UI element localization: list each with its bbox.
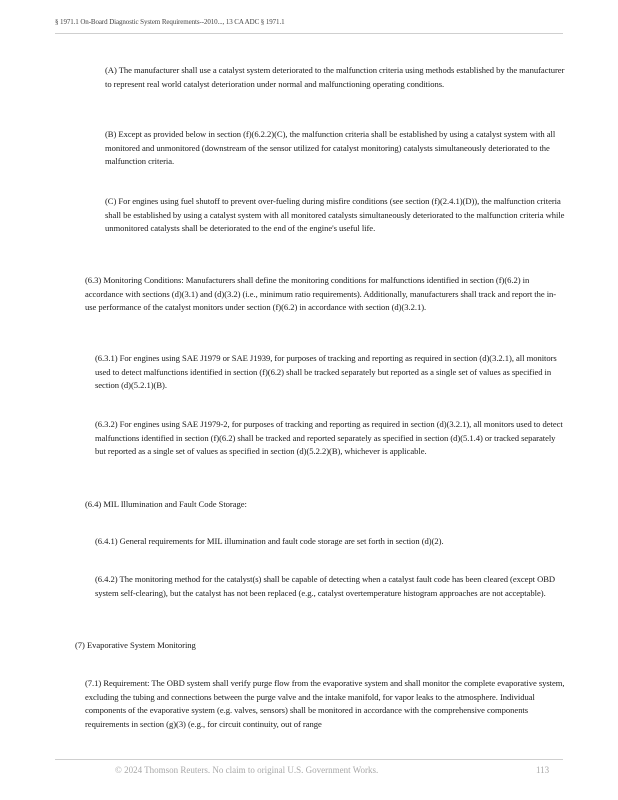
running-header: § 1971.1 On-Board Diagnostic System Requirements--2010..., 13 CA ADC § 1971.1: [55, 18, 285, 26]
paragraph-f-6-2-2-b: (B) Except as provided below in section (f)(6.2.2)(C), the malfunction criteria shall be established by using a catalyst system with all monitored and unmonitored (downstream of the sensor utilized for catalyst monitoring) catalysts simultaneously deteriorated to the malfunction criteria.: [105, 129, 556, 167]
page-number: 113: [536, 765, 550, 775]
paragraph-f-6-2-2-c: (C) For engines using fuel shutoff to prevent over-fueling during misfire conditions (see section (f)(2.4.1)(D)), the malfunction criteria shall be established by using a catalyst system with all monitored catalysts simultaneously deteriorated to the malfunction criteria while unmonitored catalysts shall be deteriorated to the end of the engine's useful life.: [105, 196, 565, 234]
paragraph-f-6-2-2-a: (A) The manufacturer shall use a catalyst system deteriorated to the malfunction criteria using methods established by the manufacturer to represent real world catalyst deterioration under normal and malfunctioning operating conditions.: [105, 65, 565, 89]
paragraph-6-3-2: (6.3.2) For engines using SAE J1979-2, for purposes of tracking and reporting as required in section (d)(3.2.1), all monitors used to detect malfunctions identified in section (f)(6.2) shall be tracked and reported separately as specified in section (d)(5.1.4) or tracked separately but reported as a single set of values as specified in section (d)(5.2.2)(B), whichever is applicable.: [95, 419, 563, 457]
footer-copyright: © 2024 Thomson Reuters. No claim to original U.S. Government Works.: [115, 765, 379, 775]
paragraph-6-3: (6.3) Monitoring Conditions: Manufacturers shall define the monitoring conditions for malfunctions identified in section (f)(6.2) in accordance with sections (d)(3.1) and (d)(3.2) (i.e., minimum ratio requirements). Additionally, manufacturers shall track and report the in-use performance of the catalyst monitors under section (f)(6.2) in accordance with section (d)(3.2.1).: [85, 275, 557, 313]
section-7-heading: (7) Evaporative System Monitoring: [75, 640, 196, 650]
header-divider: [55, 33, 563, 34]
paragraph-6-4-2: (6.4.2) The monitoring method for the catalyst(s) shall be capable of detecting when a catalyst fault code has been cleared (except OBD system self-clearing), but the catalyst has not been replaced (e.g., catalyst overtemperature histogram approaches are not acceptable).: [95, 574, 556, 598]
paragraph-6-4-1: (6.4.1) General requirements for MIL illumination and fault code storage are set forth in section (d)(2).: [95, 536, 444, 546]
paragraph-7-1: (7.1) Requirement: The OBD system shall verify purge flow from the evaporative system and shall monitor the complete evaporative system, excluding the tubing and connections between the purge valve and the intake manifold, for vapor leaks to the atmosphere. Individual components of the evaporative system (e.g. valves, sensors) shall be monitored in accordance with the comprehensive components requirements in section (g)(3) (e.g., for circuit continuity, out of range: [85, 678, 565, 729]
paragraph-6-4-heading: (6.4) MIL Illumination and Fault Code Storage:: [85, 499, 247, 509]
footer-divider: [55, 759, 563, 760]
paragraph-6-3-1: (6.3.1) For engines using SAE J1979 or SAE J1939, for purposes of tracking and reporting as required in section (d)(3.2.1), all monitors used to detect malfunctions identified in section (f)(6.2) shall be tracked separately but reported as a single set of values as specified in section (d)(5.2.1)(B).: [95, 353, 557, 391]
